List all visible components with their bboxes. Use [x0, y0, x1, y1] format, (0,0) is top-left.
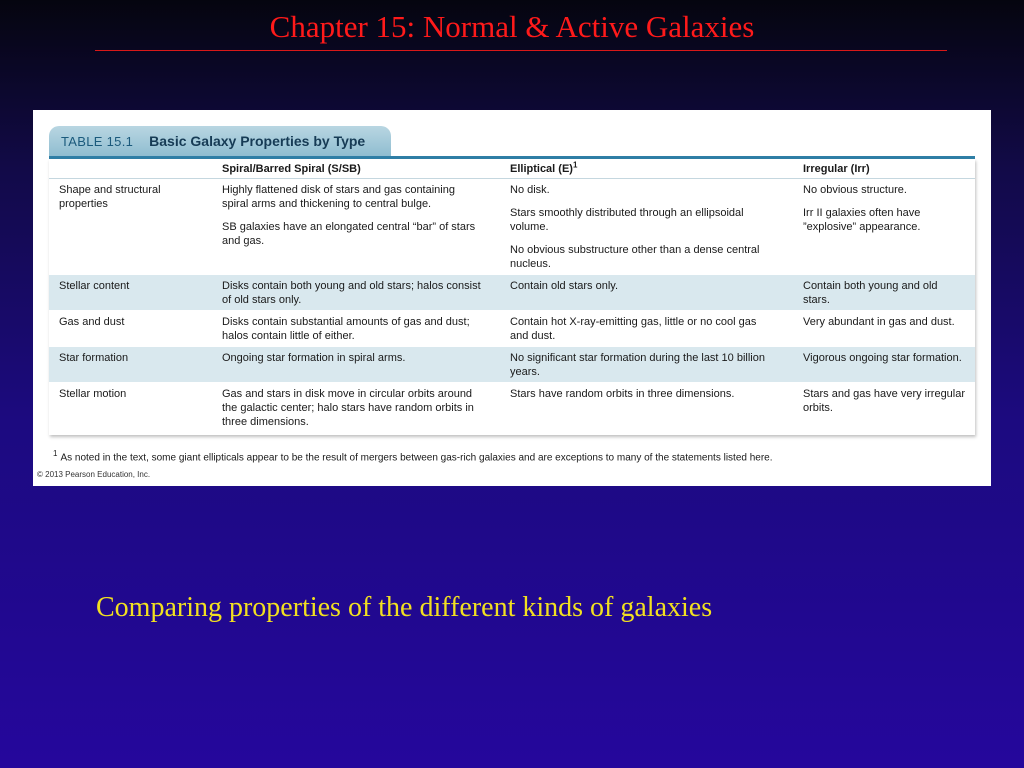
- table-row-star-formation: [49, 347, 975, 383]
- table-footnote: $^1$ As noted in the text, some giant ellipticals appear to be the result of mergers between gas-rich galaxies and are exceptions to many of the statements listed here.: [53, 449, 773, 464]
- cell-shape-irregular: No obvious structure. Irr II galaxies often have ”explosive” appearance.: [803, 184, 921, 233]
- cell-stellar-content-irregular: Contain both young and old stars.: [803, 280, 938, 306]
- row-label-star-formation: Star formation: [59, 352, 129, 364]
- cell-gas-dust-elliptical: Contain hot X-ray-emitting gas, little or no cool gas and dust.: [510, 316, 757, 342]
- slide-caption: Comparing properties of the different kinds of galaxies: [96, 592, 713, 623]
- cell-shape-elliptical: No disk. Stars smoothly distributed through an ellipsoidal volume. No obvious substructure other than a dense central nucleus.: [510, 184, 760, 270]
- cell-star-formation-irregular: Vigorous ongoing star formation.: [803, 352, 962, 364]
- cell-gas-dust-irregular: Very abundant in gas and dust.: [803, 316, 955, 328]
- cell-star-formation-spiral: Ongoing star formation in spiral arms.: [222, 352, 406, 364]
- title-underline: [95, 50, 947, 51]
- galaxy-properties-table-image: [33, 110, 991, 486]
- table-tab: [49, 126, 391, 156]
- header-footnote-mark: 1: [572, 160, 578, 170]
- cell-stellar-motion-spiral: Gas and stars in disk move in circular orbits around the galactic center; halo stars have random orbits in three dimensions.: [222, 388, 474, 428]
- cell-stellar-motion-elliptical: Stars have random orbits in three dimensions.: [510, 388, 735, 400]
- copyright-notice: © 2013 Pearson Education, Inc.: [37, 470, 151, 479]
- table-body: [49, 159, 975, 435]
- table-title: Basic Galaxy Properties by Type: [149, 133, 366, 149]
- table-row-stellar-motion: [49, 383, 975, 435]
- table-header-row: [49, 159, 975, 179]
- row-label-shape: Shape and structural properties: [59, 184, 161, 210]
- row-label-stellar-content: Stellar content: [59, 280, 130, 292]
- cell-star-formation-elliptical: No significant star formation during the last 10 billion years.: [510, 352, 765, 378]
- header-elliptical: Elliptical $(E)^1$: [510, 160, 578, 175]
- cell-stellar-motion-irregular: Stars and gas have very irregular orbits.: [803, 388, 966, 414]
- row-label-stellar-motion: Stellar motion: [59, 388, 127, 400]
- slide-title: Chapter 15: Normal & Active Galaxies: [269, 9, 755, 44]
- cell-stellar-content-elliptical: Contain old stars only.: [510, 280, 619, 292]
- table-row-gas-dust: [49, 311, 975, 347]
- cell-shape-spiral: Highly flattened disk of stars and gas containing spiral arms and thickening to central bulge. SB galaxies have an elongated central “bar” of stars and gas.: [222, 184, 476, 247]
- table-row-shape: [49, 179, 975, 275]
- table-number: TABLE 15.1: [61, 133, 134, 149]
- header-irregular: Irregular (Irr): [803, 163, 870, 175]
- header-spiral: Spiral/Barred Spiral (S/SB): [222, 163, 361, 175]
- footnote-mark: 1: [53, 449, 58, 458]
- table-row-stellar-content: [49, 275, 975, 311]
- row-label-gas-dust: Gas and dust: [59, 316, 125, 328]
- cell-gas-dust-spiral: Disks contain substantial amounts of gas and dust; halos contain little of either.: [222, 316, 470, 342]
- cell-stellar-content-spiral: Disks contain both young and old stars; halos consist of old stars only.: [222, 280, 481, 306]
